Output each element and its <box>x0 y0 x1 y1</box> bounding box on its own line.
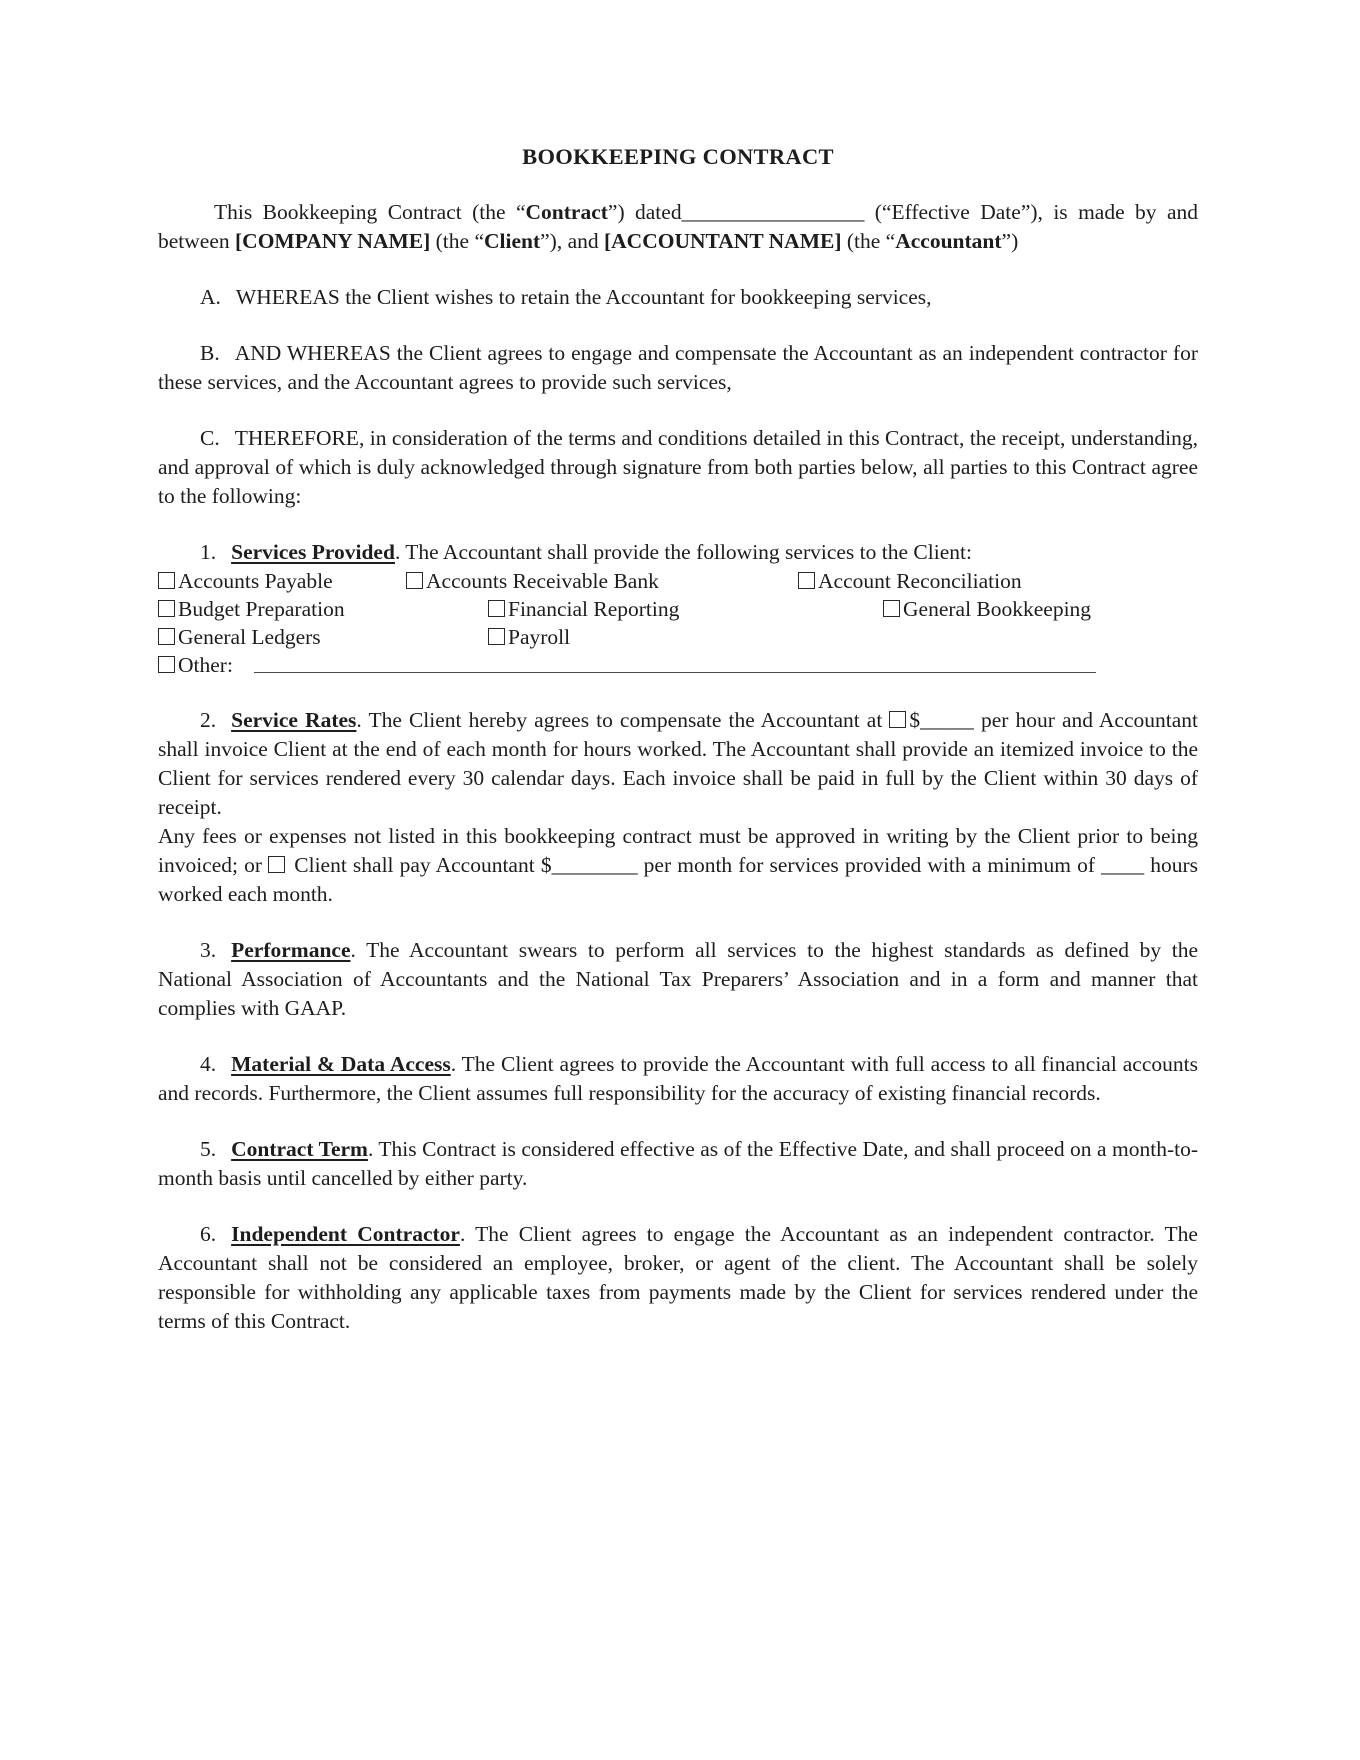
recital-c-text: THEREFORE, in consideration of the terms and conditions detailed in this Contract, the receipt, understanding, and approval of which is duly acknowledged through signature from both parties below, all parties to this Contract agree to the following: <box>158 426 1198 508</box>
option-label: Financial Reporting <box>508 597 680 621</box>
checkbox-row-other <box>158 651 1198 679</box>
checkbox-row <box>158 567 1198 595</box>
recital-b-text: AND WHEREAS the Client agrees to engage and compensate the Accountant as an independent contractor for these services, and the Accountant agrees to provide such services, <box>158 341 1198 394</box>
checkbox-icon[interactable] <box>798 572 815 589</box>
section-contract-term <box>158 1135 1198 1193</box>
section-5-heading: Contract Term <box>231 1137 368 1161</box>
section-3-text: . The Accountant swears to perform all services to the highest standards as defined by the National Association of Accountants and the National Tax Preparers’ Association and in a form and manner that complies with GAAP. <box>158 938 1198 1020</box>
option-account-reconciliation <box>798 567 1022 596</box>
company-name-placeholder: [COMPANY NAME] <box>235 229 431 253</box>
option-budget-preparation <box>158 595 345 624</box>
section-5-text: . This Contract is considered effective as of the Effective Date, and shall proceed on a month-to-month basis until cancelled by either party. <box>158 1137 1198 1190</box>
section-service-rates-continued <box>158 822 1198 909</box>
checkbox-icon[interactable] <box>158 628 175 645</box>
section-4-number: 4. <box>200 1052 217 1076</box>
recital-b-label: B. <box>200 341 220 365</box>
client-term: Client <box>483 229 541 253</box>
option-general-ledgers <box>158 623 321 652</box>
checkbox-icon[interactable] <box>268 856 285 873</box>
intro-text: ”) <box>1001 229 1019 253</box>
checkbox-icon[interactable] <box>158 572 175 589</box>
option-other <box>158 651 233 680</box>
checkbox-icon[interactable] <box>406 572 423 589</box>
option-general-bookkeeping <box>883 595 1091 624</box>
accountant-term: Accountant <box>895 229 1002 253</box>
intro-paragraph <box>158 198 1198 256</box>
checkbox-icon[interactable] <box>488 628 505 645</box>
option-accounts-payable <box>158 567 333 596</box>
section-4-heading: Material & Data Access <box>231 1052 451 1076</box>
services-checkbox-grid <box>158 567 1198 679</box>
section-services-provided <box>158 538 1198 567</box>
section-2-text: Client shall pay Accountant $________ per month for services provided with a minimum of ____ hours worked each month. <box>158 853 1198 906</box>
checkbox-icon[interactable] <box>883 600 900 617</box>
section-independent-contractor <box>158 1220 1198 1336</box>
option-accounts-receivable-bank <box>406 567 659 596</box>
section-2-number: 2. <box>200 708 217 732</box>
checkbox-row <box>158 623 1198 651</box>
section-6-heading: Independent Contractor <box>231 1222 460 1246</box>
section-4-text: . The Client agrees to provide the Accountant with full access to all financial accounts and records. Furthermore, the Client assumes full responsibility for the accuracy of existing financial records. <box>158 1052 1198 1105</box>
recital-b <box>158 339 1198 397</box>
section-2-text: $_____ per hour and Accountant shall invoice Client at the end of each month for hours worked. The Accountant shall provide an itemized invoice to the Client for services rendered every 30 calendar days. Each invoice shall be paid in full by the Client within 30 days of receipt. <box>158 708 1198 819</box>
recital-a-label: A. <box>200 285 221 309</box>
option-label: Accounts Payable <box>178 569 333 593</box>
option-label: Budget Preparation <box>178 597 345 621</box>
option-financial-reporting <box>488 595 679 624</box>
checkbox-row <box>158 595 1198 623</box>
intro-text: This Bookkeeping Contract (the “ <box>214 200 526 224</box>
section-service-rates <box>158 706 1198 822</box>
section-1-heading: Services Provided <box>231 540 395 564</box>
recital-c-label: C. <box>200 426 220 450</box>
intro-text: ”), and <box>540 229 604 253</box>
section-1-number: 1. <box>200 540 217 564</box>
checkbox-icon[interactable] <box>488 600 505 617</box>
intro-text: (the “ <box>430 229 484 253</box>
section-performance <box>158 936 1198 1023</box>
option-label: Accounts Receivable Bank <box>426 569 659 593</box>
contract-term: Contract <box>525 200 608 224</box>
recital-a <box>158 283 1198 312</box>
section-6-text: . The Client agrees to engage the Accountant as an independent contractor. The Accountant shall not be considered an employee, broker, or agent of the client. The Accountant shall be solely responsible for withholding any applicable taxes from payments made by the Client for services rendered under the terms of this Contract. <box>158 1222 1198 1333</box>
section-5-number: 5. <box>200 1137 217 1161</box>
document-content <box>158 142 1198 1336</box>
section-2-heading: Service Rates <box>231 708 357 732</box>
option-label: Payroll <box>508 625 571 649</box>
checkbox-icon[interactable] <box>158 656 175 673</box>
checkbox-icon[interactable] <box>889 711 906 728</box>
section-3-number: 3. <box>200 938 217 962</box>
option-label: Account Reconciliation <box>818 569 1022 593</box>
other-fill-in-line[interactable] <box>254 672 1096 673</box>
option-label: Other: <box>178 653 233 677</box>
option-label: General Ledgers <box>178 625 321 649</box>
option-label: General Bookkeeping <box>903 597 1092 621</box>
section-material-data-access <box>158 1050 1198 1108</box>
intro-text: ”) dated_________________ (“Effective Date”), is made by and between <box>158 200 1198 253</box>
section-1-text: . The Accountant shall provide the following services to the Client: <box>394 540 972 564</box>
recital-a-text: WHEREAS the Client wishes to retain the Accountant for bookkeeping services, <box>235 285 932 309</box>
accountant-name-placeholder: [ACCOUNTANT NAME] <box>604 229 842 253</box>
recital-c <box>158 424 1198 511</box>
checkbox-icon[interactable] <box>158 600 175 617</box>
page-title: BOOKKEEPING CONTRACT <box>522 144 834 169</box>
option-payroll <box>488 623 570 652</box>
section-2-text: . The Client hereby agrees to compensate the Accountant at <box>356 708 890 732</box>
section-6-number: 6. <box>200 1222 217 1246</box>
intro-text: (the “ <box>841 229 896 253</box>
section-2-text: Any fees or expenses not listed in this bookkeeping contract must be approved in writing by the Client prior to being invoiced; or <box>158 824 1198 877</box>
section-3-heading: Performance <box>231 938 351 962</box>
